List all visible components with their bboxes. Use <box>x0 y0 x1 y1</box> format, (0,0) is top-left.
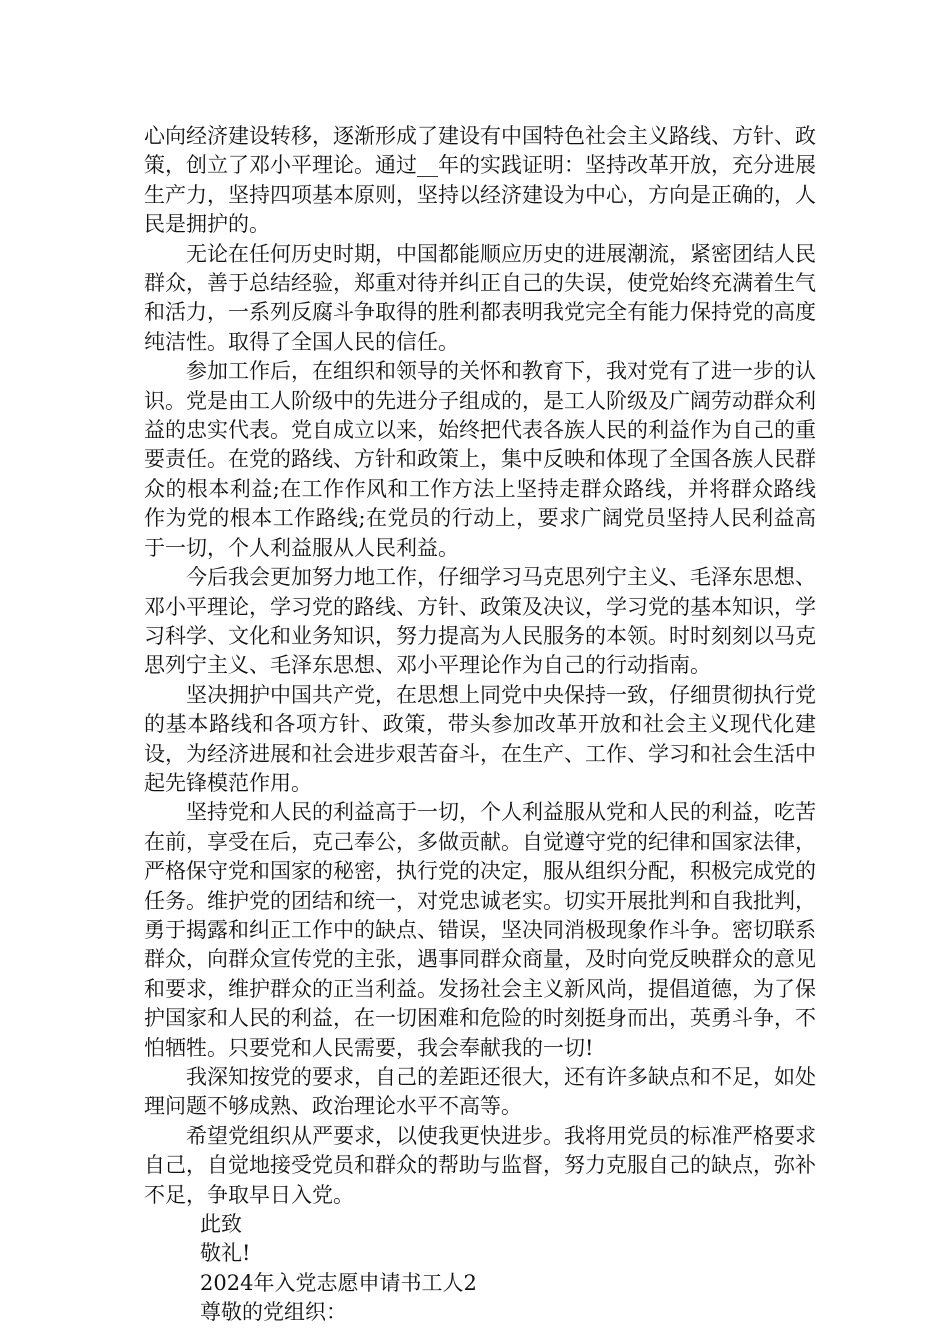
paragraph-1: 心向经济建设转移，逐渐形成了建设有中国特色社会主义路线、方针、政策，创立了邓小平理论。通过__年的实践证明：坚持改革开放，充分进展生产力，坚持四项基本原则，坚持以经济建设为中心，方向是正确的，人民是拥护的。 <box>144 124 816 237</box>
paragraph-5: 坚决拥护中国共产党，在思想上同党中央保持一致，仔细贯彻执行党的基本路线和各项方针、政策，带头参加改革开放和社会主义现代化建设，为经济进展和社会进步艰苦奋斗，在生产、工作、学习和社会生活中起先锋模范作用。 <box>144 682 816 795</box>
paragraph-2: 无论在任何历史时期，中国都能顺应历史的进展潮流，紧密团结人民群众，善于总结经验，郑重对待并纠正自己的失误，使党始终充满着生气和活力，一系列反腐斗争取得的胜利都表明我党完全有能力保持党的高度纯洁性。取得了全国人民的信任。 <box>144 241 816 354</box>
paragraph-6: 坚持党和人民的利益高于一切，个人利益服从党和人民的利益，吃苦在前，享受在后，克己奉公，多做贡献。自觉遵守党的纪律和国家法律，严格保守党和国家的秘密，执行党的决定，服从组织分配，积极完成党的任务。维护党的团结和统一，对党忠诚老实。切实开展批判和自我批判，勇于揭露和纠正工作中的缺点、错误，坚决同消极现象作斗争。密切联系群众，向群众宣传党的主张，遇事同群众商量，及时向党反映群众的意见和要求，维护群众的正当利益。发扬社会主义新风尚，提倡道德，为了保护国家和人民的利益，在一切困难和危险的时刻挺身而出，英勇斗争，不怕牺牲。只要党和人民需要，我会奉献我的一切! <box>144 800 816 1060</box>
next-section-title: 2024年入党志愿申请书工人2 <box>200 1270 477 1295</box>
closing-salutation: 此致 <box>200 1212 242 1237</box>
paragraph-7: 我深知按党的要求，自己的差距还很大，还有许多缺点和不足，如处理问题不够成熟、政治理论水平不高等。 <box>144 1065 816 1119</box>
closing-regards: 敬礼! <box>200 1241 251 1266</box>
greeting-line: 尊敬的党组织： <box>200 1300 347 1325</box>
paragraph-3: 参加工作后，在组织和领导的关怀和教育下，我对党有了进一步的认识。党是由工人阶级中的先进分子组成的，是工人阶级及广阔劳动群众利益的忠实代表。党自成立以来，始终把代表各族人民的利益作为自己的重要责任。在党的路线、方针和政策上，集中反映和体现了全国各族人民群众的根本利益;在工作作风和工作方法上坚持走群众路线，并将群众路线作为党的根本工作路线;在党员的行动上，要求广阔党员坚持人民利益高于一切，个人利益服从人民利益。 <box>144 359 816 560</box>
document-page <box>144 122 816 1328</box>
paragraph-8: 希望党组织从严要求，以使我更快进步。我将用党员的标准严格要求自己，自觉地接受党员和群众的帮助与监督，努力克服自己的缺点，弥补不足，争取早日入党。 <box>144 1123 816 1207</box>
paragraph-4: 今后我会更加努力地工作，仔细学习马克思列宁主义、毛泽东思想、邓小平理论，学习党的路线、方针、政策及决议，学习党的基本知识，学习科学、文化和业务知识，努力提高为人民服务的本领。时时刻刻以马克思列宁主义、毛泽东思想、邓小平理论作为自己的行动指南。 <box>144 565 816 678</box>
